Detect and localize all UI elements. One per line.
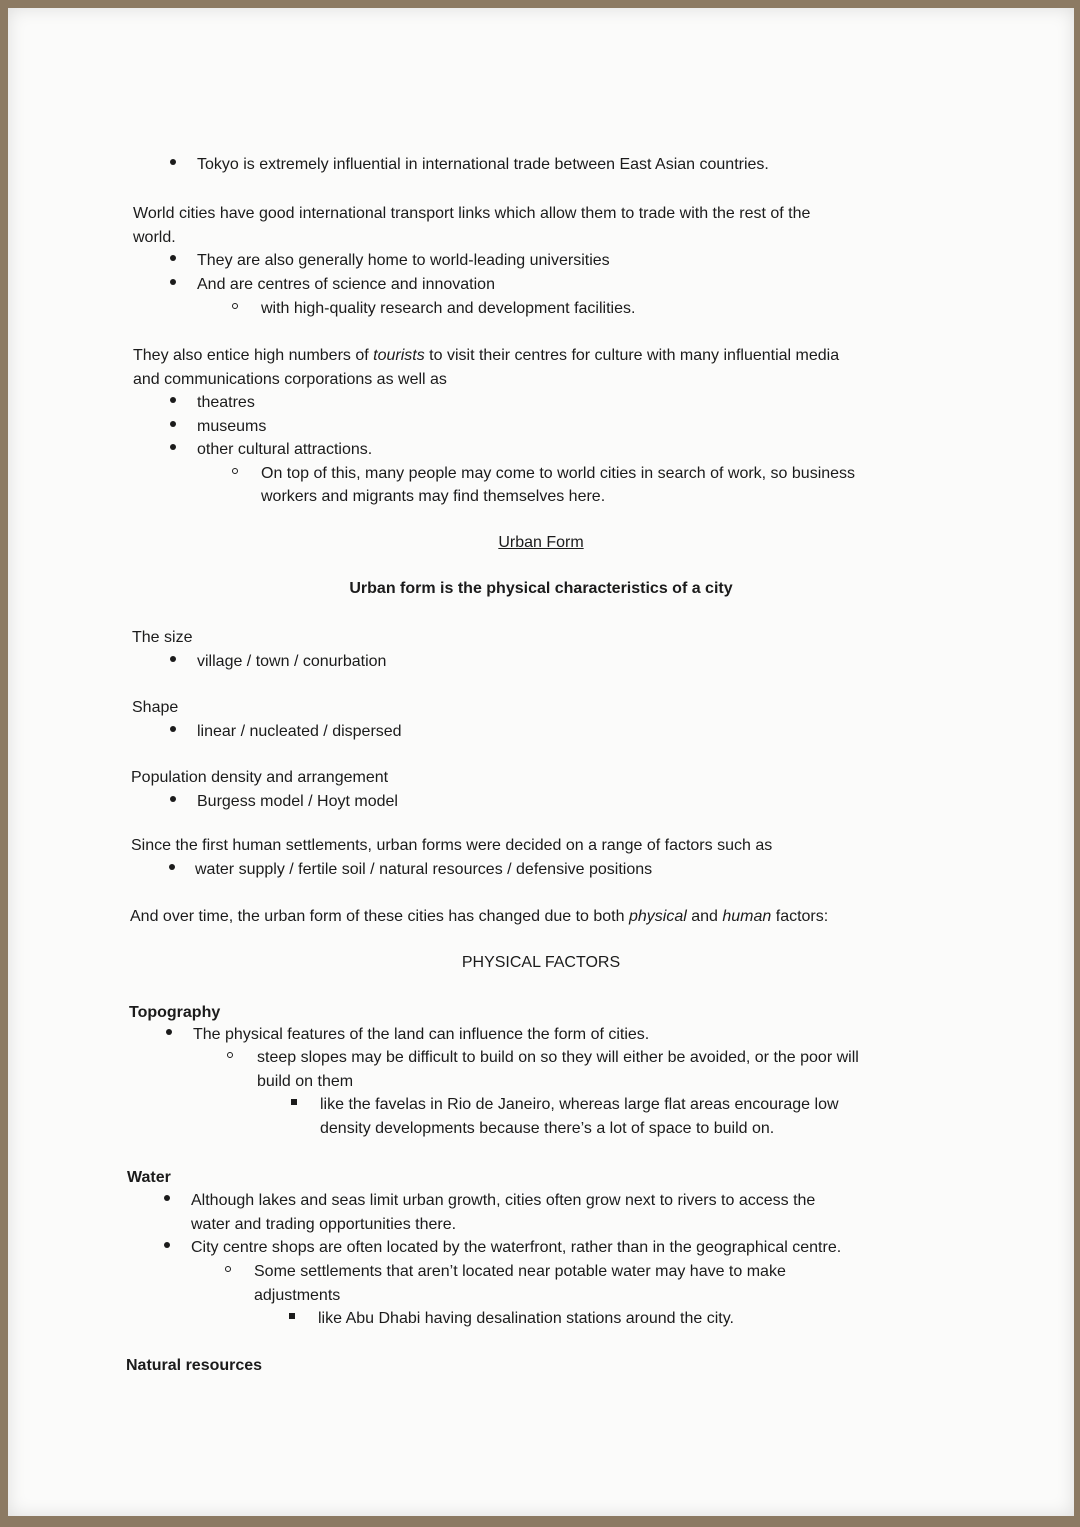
text-line: Shape <box>132 699 179 716</box>
text-line: linear / nucleated / dispersed <box>197 723 402 740</box>
subheading: Topography <box>129 1004 221 1021</box>
section-heading: Urban Form <box>498 534 584 551</box>
text-line: They also entice high numbers of tourists to visit their centres for culture with many influential media <box>133 347 840 364</box>
text-line: On top of this, many people may come to world cities in search of work, so business <box>261 465 856 482</box>
text-line: steep slopes may be difficult to build on so they will either be avoided, or the poor will <box>257 1049 859 1066</box>
bullet <box>169 864 175 870</box>
text-line: village / town / conurbation <box>197 653 387 670</box>
text-line: Some settlements that aren’t located near potable water may have to make <box>254 1263 786 1280</box>
text-line: and communications corporations as well as <box>133 371 447 388</box>
bullet <box>170 421 176 427</box>
bullet <box>166 1029 172 1035</box>
bullet <box>170 726 176 732</box>
sub-bullet <box>232 303 238 309</box>
page-content <box>8 8 1074 1516</box>
text-line: And over time, the urban form of these cities has changed due to both physical and human factors: <box>130 908 829 925</box>
bullet <box>170 159 176 165</box>
bullet <box>164 1242 170 1248</box>
bullet <box>164 1195 170 1201</box>
text-line: museums <box>197 418 267 435</box>
text-line: with high-quality research and development facilities. <box>261 300 636 317</box>
bullet <box>170 279 176 285</box>
bullet <box>170 444 176 450</box>
sub-bullet <box>227 1052 233 1058</box>
bullet <box>170 656 176 662</box>
text-line: water and trading opportunities there. <box>191 1216 457 1233</box>
sub-bullet <box>232 468 238 474</box>
text-line: theatres <box>197 394 255 411</box>
text-line: adjustments <box>254 1287 341 1304</box>
text-line: And are centres of science and innovation <box>197 276 495 293</box>
text-line: density developments because there’s a lot of space to build on. <box>320 1120 775 1137</box>
sub-sub-bullet <box>289 1313 295 1319</box>
document-page <box>8 8 1074 1516</box>
text-line: workers and migrants may find themselves here. <box>261 488 606 505</box>
text-line: world. <box>133 229 176 246</box>
text-line: other cultural attractions. <box>197 441 373 458</box>
text-line: Tokyo is extremely influential in international trade between East Asian countries. <box>197 156 769 173</box>
bullet <box>170 397 176 403</box>
text-line: like the favelas in Rio de Janeiro, whereas large flat areas encourage low <box>320 1096 839 1113</box>
text-line: The size <box>132 629 193 646</box>
text-line: water supply / fertile soil / natural resources / defensive positions <box>195 861 653 878</box>
text-line: World cities have good international transport links which allow them to trade with the rest of the <box>133 205 811 222</box>
text-line: like Abu Dhabi having desalination stations around the city. <box>318 1310 734 1327</box>
text-line: They are also generally home to world-leading universities <box>197 252 610 269</box>
text-line: Burgess model / Hoyt model <box>197 793 398 810</box>
text-line: Population density and arrangement <box>131 769 389 786</box>
sub-bullet <box>225 1266 231 1272</box>
text-line: Since the first human settlements, urban forms were decided on a range of factors such as <box>131 837 773 854</box>
text-line: build on them <box>257 1073 354 1090</box>
definition: Urban form is the physical characteristics of a city <box>349 580 733 597</box>
section-heading: PHYSICAL FACTORS <box>461 954 621 971</box>
sub-sub-bullet <box>291 1099 297 1105</box>
bullet <box>170 796 176 802</box>
bullet <box>170 255 176 261</box>
text-line: Although lakes and seas limit urban growth, cities often grow next to rivers to access the <box>191 1192 816 1209</box>
subheading: Natural resources <box>126 1357 263 1374</box>
text-line: City centre shops are often located by the waterfront, rather than in the geographical centre. <box>191 1239 842 1256</box>
text-line: The physical features of the land can influence the form of cities. <box>193 1026 650 1043</box>
subheading: Water <box>127 1169 171 1186</box>
